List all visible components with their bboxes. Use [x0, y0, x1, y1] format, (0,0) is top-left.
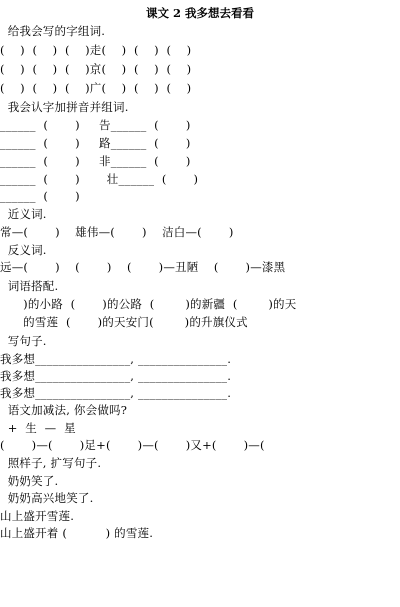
section-heading-add-subtract: 语文加减法, 你会做吗? [0, 403, 128, 417]
exercise-row: 我多想________________, _______________. [0, 369, 232, 383]
exercise-row: 的雪莲 ( )的天安门( )的升旗仪式 [0, 315, 248, 329]
section-heading-sentences: 写句子. [0, 334, 47, 348]
section-heading-expand-sentence: 照样子, 扩写句子. [0, 456, 102, 470]
example-sentence: 奶奶笑了. [0, 474, 59, 488]
exercise-row: ( ) ( ) ( )京( ) ( ) ( ) [0, 62, 192, 76]
exercise-row: ______ ( ) 非______ ( ) [0, 154, 191, 168]
section-heading-collocation: 词语搭配. [0, 279, 59, 293]
exercise-row: ( ) ( ) ( )广( ) ( ) ( ) [0, 81, 192, 95]
section-heading-write-words: 给我会写的字组词. [0, 24, 106, 38]
exercise-row: 常—( ) 雄伟—( ) 洁白—( ) [0, 225, 234, 239]
example-sentence: 奶奶高兴地笑了. [0, 491, 94, 505]
exercise-row: 远—( ) ( ) ( )—丑陋 ( )—漆黑 [0, 260, 286, 274]
document-title: 课文 2 我多想去看看 [145, 6, 254, 20]
exercise-row: 我多想________________, _______________. [0, 352, 232, 366]
exercise-row: + 生 — 星 [0, 421, 76, 435]
exercise-row: ______ ( ) 告______ ( ) [0, 118, 191, 132]
exercise-row: ( ) ( ) ( )走( ) ( ) ( ) [0, 43, 192, 57]
section-heading-pinyin: 我会认字加拼音并组词. [0, 100, 129, 114]
exercise-row: ______ ( ) 路______ ( ) [0, 136, 191, 150]
section-heading-antonyms: 反义词. [0, 243, 47, 257]
exercise-row: )的小路 ( )的公路 ( )的新疆 ( )的天 [0, 297, 297, 311]
exercise-row: ______ ( ) 壮______ ( ) [0, 172, 199, 186]
exercise-row: 山上盛开着 ( ) 的雪莲. [0, 526, 154, 540]
example-sentence: 山上盛开雪莲. [0, 509, 75, 523]
exercise-row: ______ ( ) [0, 189, 80, 203]
section-heading-synonyms: 近义词. [0, 207, 47, 221]
exercise-row: 我多想________________, _______________. [0, 386, 232, 400]
exercise-row: ( )—( )足+( )—( )又+( )—( [0, 438, 265, 452]
